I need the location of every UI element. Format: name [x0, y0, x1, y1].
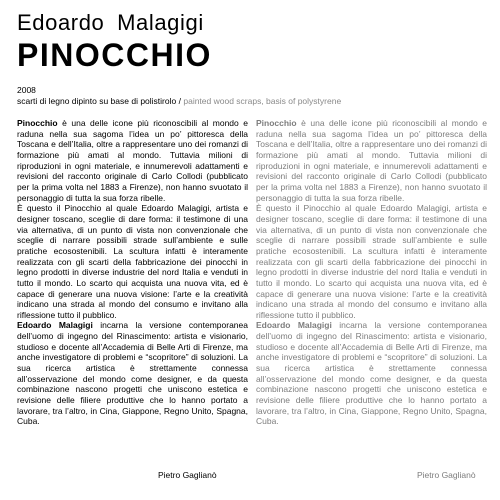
english-paragraph-2: È questo il Pinocchio al quale Edoardo Malagigi, artista e designer toscano, sceglie di dare forma: il testimone di una via alternativa, di un punto di vista non convenzionale che sceglie di narrare possibili strade sull’ambiente e sulle pratiche ecosostenibili. La scultura infatti è interamente realizzata con gli scarti della fabbricazione dei pinocchi in legno prodotti in diverse industrie del nord Italia e venduti in tutto il mondo. Lo scarto qui acquista una nuova vita, ed è capace di generare una nuova visione: l’arte e la creatività indicano una strada al mondo del consumo e invitano alla riflessione tutto il pubblico. [256, 203, 487, 320]
materials-separator: / [178, 96, 181, 106]
english-p1-text: è una delle icone più riconoscibili al mondo e raduna nella sua sagoma l’idea un po’ pittoresca della Toscana e dell’Italia, oltre a rappresentare uno dei romanzi di formazione più amati al mondo. Tuttavia milioni di riproduzioni in ogni materiale, e innumerevoli adattamenti e revisioni del racconto originale di Carlo Collodi (pubblicato per la prima volta nel 1883 a Firenze), non hanno svuotato il personaggio di tutta la sua forza ribelle. [256, 118, 487, 203]
italian-paragraph-1 [17, 118, 248, 203]
english-p3-text: incarna la versione contemporanea dell’uomo di ingegno del Rinascimento: artista e visionario, studioso e docente all’Accademia di Belle Arti di Firenze, ma anche investigatore di problemi e “scopritore” di soluzioni. La sua ricerca artistica è strettamente connessa all’osservazione del mondo come designer, e da questa combinazione nascono progetti che uniscono estetica e revisione delle filiere produttive che lo hanno portato a lavorare, tra l’altro, in Cina, Giappone, Regno Unito, Spagna, Cuba. [256, 320, 487, 427]
italian-signature: Pietro Gaglianò [158, 470, 217, 480]
english-p1-lead: Pinocchio [256, 118, 297, 128]
artwork-year: 2008 [17, 85, 36, 95]
italian-p3-text: incarna la versione contemporanea dell’uomo di ingegno del Rinascimento: artista e visionario, studioso e docente all’Accademia di Belle Arti di Firenze, ma anche investigatore di problemi e “scopritore” di soluzioni. La sua ricerca artistica è strettamente connessa all’osservazione del mondo come designer, e da questa combinazione nascono progetti che uniscono estetica e revisione delle filiere produttive che lo hanno portato a lavorare, tra l’altro, in Cina, Giappone, Regno Unito, Spagna, Cuba. [17, 320, 248, 427]
artwork-title: PINOCCHIO [17, 37, 212, 73]
italian-p1-text: è una delle icone più riconoscibili al mondo e raduna nella sua sagoma l’idea un po’ pittoresca della Toscana e dell’Italia, oltre a rappresentare uno dei romanzi di formazione più amati al mondo. Tuttavia milioni di riproduzioni in ogni materiale, e innumerevoli adattamenti e revisioni del racconto originale di Carlo Collodi (pubblicato per la prima volta nel 1883 a Firenze), non hanno svuotato il personaggio di tutta la sua forza ribelle. [17, 118, 248, 203]
materials-italian: scarti di legno dipinto su base di polistirolo [17, 96, 177, 106]
italian-p3-lead: Edoardo Malagigi [17, 320, 93, 331]
english-text-column [256, 118, 487, 427]
italian-text-column [17, 118, 248, 427]
artist-name: Edoardo Malagigi [17, 10, 204, 35]
english-paragraph-3 [256, 320, 487, 427]
english-paragraph-1 [256, 118, 487, 203]
materials-english: painted wood scraps, basis of polystyrene [183, 96, 342, 106]
italian-paragraph-3 [17, 320, 248, 427]
english-signature: Pietro Gaglianò [417, 470, 476, 480]
italian-paragraph-2: È questo il Pinocchio al quale Edoardo Malagigi, artista e designer toscano, sceglie di dare forma: il testimone di una via alternativa, di un punto di vista non convenzionale che sceglie di narrare possibili strade sull’ambiente e sulle pratiche ecosostenibili. La scultura infatti è interamente realizzata con gli scarti della fabbricazione dei pinocchi in legno prodotti in diverse industrie del nord Italia e venduti in tutto il mondo. Lo scarto qui acquista una nuova vita, ed è capace di generare una nuova visione: l’arte e la creatività indicano una strada al mondo del consumo e invitano alla riflessione tutto il pubblico. [17, 203, 248, 320]
italian-p1-lead: Pinocchio [17, 118, 58, 128]
english-p3-lead: Edoardo Malagigi [256, 320, 332, 331]
artwork-materials [17, 96, 341, 106]
